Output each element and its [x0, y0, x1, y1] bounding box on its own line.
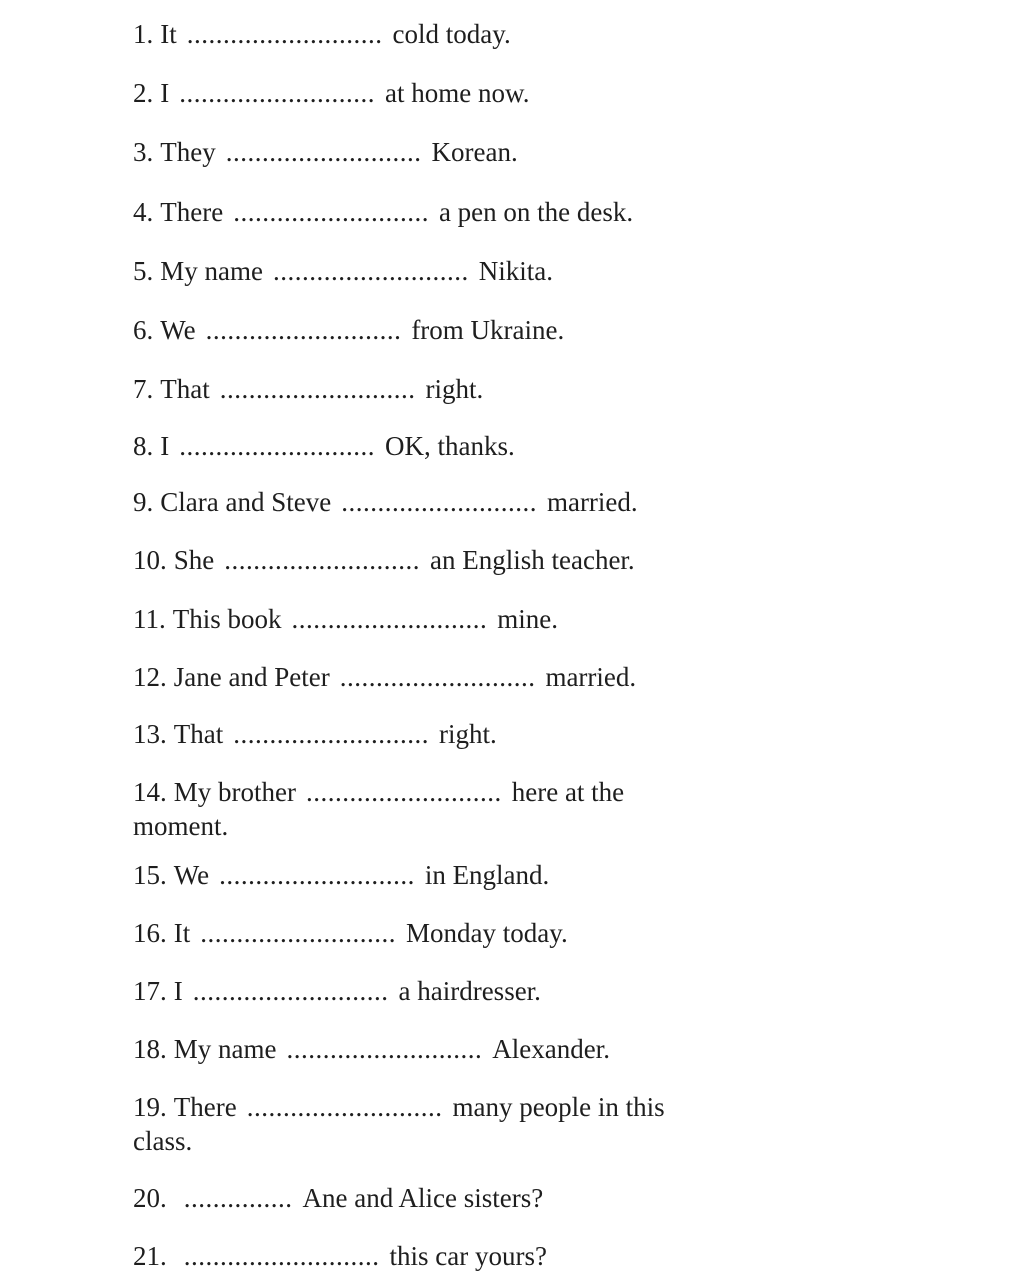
item-lead-text: My name [173, 1034, 277, 1064]
answer-blank: ........................... [219, 860, 415, 890]
item-lead-text: There [173, 1092, 237, 1122]
answer-blank: ........................... [224, 545, 420, 575]
list-item [133, 974, 541, 1008]
answer-blank: ........................... [192, 976, 389, 1006]
item-lead-text: My brother [173, 777, 296, 807]
answer-blank: ........................... [200, 918, 396, 948]
item-number: 21. [133, 1241, 167, 1271]
item-rest-text: many people in this [452, 1092, 665, 1122]
item-rest-text: right. [438, 719, 497, 749]
answer-blank: ........................... [291, 604, 488, 634]
answer-blank: ........................... [205, 315, 402, 345]
item-number: 11. [133, 604, 166, 634]
item-lead-text: It [160, 19, 177, 49]
item-number: 16. [133, 918, 167, 948]
item-rest-text: mine. [497, 604, 559, 634]
answer-blank: ........................... [219, 374, 416, 404]
item-lead-text: This book [172, 604, 282, 634]
list-item [133, 195, 633, 229]
item-rest-text: right. [425, 374, 484, 404]
item-rest-text: Ane and Alice sisters? [302, 1183, 544, 1213]
item-number: 6. [133, 315, 154, 345]
list-item [133, 372, 483, 406]
item-rest-text: at home now. [385, 78, 530, 108]
answer-blank: ........................... [233, 719, 429, 749]
item-number: 14. [133, 777, 167, 807]
item-lead-text: Jane and Peter [173, 662, 330, 692]
list-item [133, 602, 558, 636]
item-rest-text: an English teacher. [430, 545, 635, 575]
item-number: 18. [133, 1034, 167, 1064]
list-item [133, 135, 518, 169]
item-rest-text: here at the [511, 777, 625, 807]
list-item [133, 660, 636, 694]
item-number: 5. [133, 256, 154, 286]
answer-blank: ........................... [246, 1092, 443, 1122]
item-rest-text: a pen on the desk. [438, 197, 634, 227]
item-rest-text: Monday today. [406, 918, 568, 948]
item-continuation-text: moment. [133, 811, 229, 841]
item-number: 19. [133, 1092, 167, 1122]
list-item [133, 858, 549, 892]
item-rest-text: married. [546, 487, 638, 517]
item-number: 9. [133, 487, 154, 517]
list-item [133, 717, 497, 751]
item-rest-text: from Ukraine. [411, 315, 565, 345]
item-rest-text: Korean. [431, 137, 518, 167]
item-rest-text: cold today. [392, 19, 511, 49]
answer-blank: ........................... [286, 1034, 483, 1064]
item-continuation-text: class. [133, 1126, 193, 1156]
item-rest-text: this car yours? [389, 1241, 547, 1271]
item-number: 17. [133, 976, 167, 1006]
answer-blank: ........................... [225, 137, 422, 167]
list-item [133, 429, 515, 463]
item-lead-text: My name [160, 256, 263, 286]
item-lead-text: I [160, 431, 170, 461]
list-item [133, 1090, 665, 1158]
item-number: 2. [133, 78, 154, 108]
answer-blank: ........................... [186, 19, 383, 49]
item-lead-text: She [173, 545, 215, 575]
item-number: 7. [133, 374, 154, 404]
answer-blank: ........................... [179, 431, 375, 461]
item-rest-text: married. [545, 662, 637, 692]
item-number: 10. [133, 545, 167, 575]
answer-blank: ........................... [179, 78, 375, 108]
item-rest-text: Alexander. [492, 1034, 610, 1064]
item-rest-text: in England. [424, 860, 550, 890]
item-rest-text: a hairdresser. [398, 976, 541, 1006]
item-lead-text: They [160, 137, 216, 167]
answer-blank: ........................... [272, 256, 469, 286]
answer-blank: ........................... [341, 487, 537, 517]
list-item [133, 254, 553, 288]
item-number: 1. [133, 19, 154, 49]
item-lead-text: It [173, 918, 191, 948]
item-number: 20. [133, 1183, 167, 1213]
item-lead-text: That [173, 719, 224, 749]
list-item [133, 485, 638, 519]
list-item [133, 1239, 547, 1273]
list-item [133, 313, 564, 347]
answer-blank: ........................... [339, 662, 536, 692]
list-item [133, 1032, 610, 1066]
list-item [133, 916, 568, 950]
item-lead-text: Clara and Steve [160, 487, 332, 517]
list-item [133, 1181, 543, 1215]
item-number: 12. [133, 662, 167, 692]
answer-blank: ........................... [183, 1241, 380, 1271]
item-rest-text: Nikita. [478, 256, 553, 286]
list-item [133, 17, 511, 51]
item-lead-text: That [160, 374, 210, 404]
list-item [133, 543, 635, 577]
list-item [133, 76, 529, 110]
item-lead-text: We [160, 315, 196, 345]
item-rest-text: OK, thanks. [385, 431, 515, 461]
item-lead-text: I [173, 976, 183, 1006]
list-item [133, 775, 624, 843]
item-number: 3. [133, 137, 154, 167]
answer-blank: ............... [183, 1183, 293, 1213]
answer-blank: ........................... [233, 197, 429, 227]
item-lead-text: I [160, 78, 170, 108]
item-number: 15. [133, 860, 167, 890]
item-number: 8. [133, 431, 154, 461]
item-lead-text: We [173, 860, 210, 890]
item-number: 4. [133, 197, 154, 227]
item-number: 13. [133, 719, 167, 749]
item-lead-text: There [160, 197, 224, 227]
answer-blank: ........................... [305, 777, 502, 807]
